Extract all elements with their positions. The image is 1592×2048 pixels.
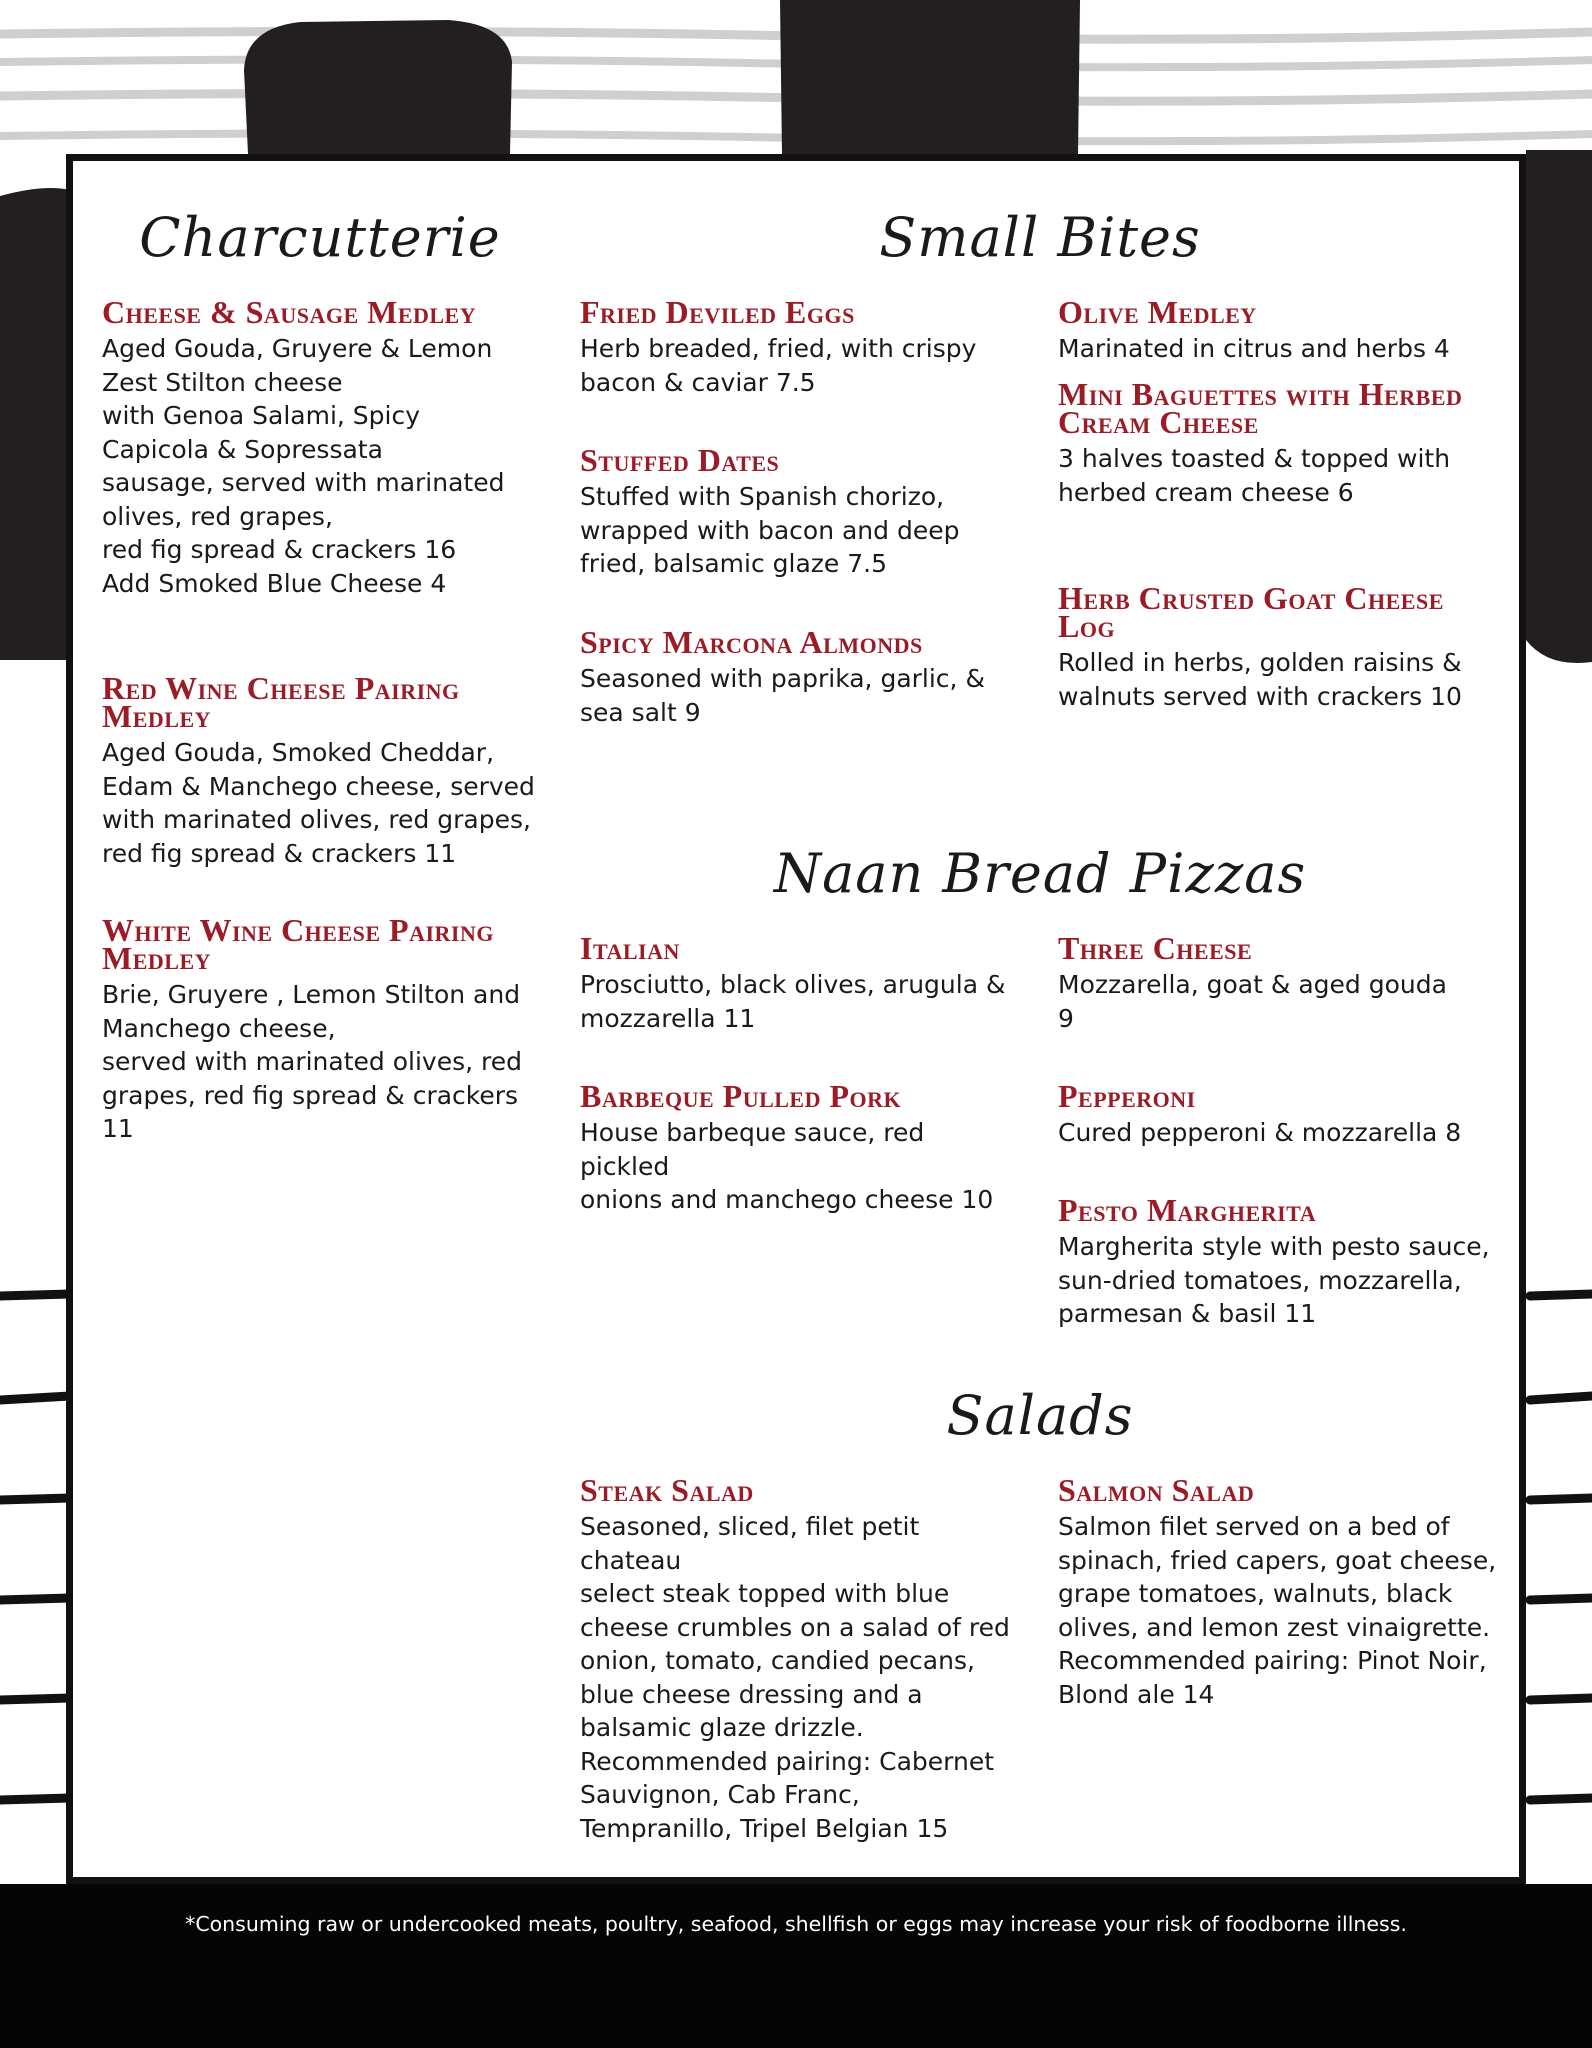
stripe — [0, 1698, 70, 1700]
item-description: Herb breaded, fried, with crispy bacon & caviar 7.5 — [580, 334, 977, 397]
menu-item — [580, 930, 1020, 1035]
bottle-silhouette — [780, 0, 1080, 154]
stripe — [1530, 1798, 1592, 1800]
stripe — [1530, 1396, 1592, 1400]
item-description: Brie, Gruyere , Lemon Stilton and Manchego cheese, served with marinated olives, red grapes, red fig spread & crackers 11 — [102, 980, 522, 1143]
item-name: Fried Deviled Eggs — [580, 294, 855, 330]
stripe — [0, 1798, 70, 1800]
item-description: Aged Gouda, Gruyere & Lemon Zest Stilton cheese with Genoa Salami, Spicy Capicola & Sopressata sausage, served with marinated olives, red grapes, red fig spread & crackers 16 Add Smoked Blue Cheese 4 — [102, 334, 505, 598]
menu-item — [580, 294, 1020, 399]
item-description: Cured pepperoni & mozzarella 8 — [1058, 1118, 1462, 1147]
section-title-naan-pizzas: Naan Bread Pizzas — [773, 842, 1307, 905]
foodborne-disclaimer: *Consuming raw or undercooked meats, poultry, seafood, shellfish or eggs may increase your risk of foodborne illness. — [185, 1912, 1407, 1936]
item-description: Rolled in herbs, golden raisins & walnuts served with crackers 10 — [1058, 648, 1462, 711]
menu-item — [1058, 930, 1498, 1035]
menu-item — [102, 670, 542, 870]
stripe — [0, 1396, 70, 1400]
item-name: Spicy Marcona Almonds — [580, 624, 923, 660]
stripe — [0, 1598, 70, 1600]
item-description: Stuffed with Spanish chorizo, wrapped with bacon and deep fried, balsamic glaze 7.5 — [580, 482, 960, 578]
menu-item — [1058, 1192, 1498, 1331]
item-name: Pesto Margherita — [1058, 1192, 1317, 1228]
menu-item — [580, 624, 1020, 729]
item-description: 3 halves toasted & topped with herbed cream cheese 6 — [1058, 444, 1451, 507]
item-name: Pepperoni — [1058, 1078, 1196, 1114]
menu-item — [1058, 376, 1498, 509]
menu-item — [580, 1472, 1020, 1845]
stripe — [1530, 1294, 1592, 1296]
item-name: Stuffed Dates — [580, 442, 780, 478]
menu-item — [1058, 294, 1498, 366]
stripe — [1530, 1498, 1592, 1500]
item-name: Steak Salad — [580, 1472, 754, 1508]
stripe — [1530, 1598, 1592, 1600]
item-name: Salmon Salad — [1058, 1472, 1255, 1508]
section-title-small-bites: Small Bites — [879, 206, 1201, 269]
item-description: Salmon filet served on a bed of spinach, fried capers, goat cheese, grape tomatoes, walnuts, black olives, and lemon zest vinaigrette. Recommended pairing: Pinot Noir, Blond ale 14 — [1058, 1512, 1497, 1709]
bottle-silhouette — [0, 188, 70, 660]
item-description: Aged Gouda, Smoked Cheddar, Edam & Manchego cheese, served with marinated olives, red grapes, red fig spread & crackers 11 — [102, 738, 535, 868]
stripe — [0, 1294, 70, 1296]
menu-item — [1058, 1078, 1498, 1150]
item-description: Seasoned with paprika, garlic, & sea salt 9 — [580, 664, 985, 727]
menu-item — [102, 294, 542, 600]
item-name: Three Cheese — [1058, 930, 1253, 966]
item-description: Seasoned, sliced, filet petit chateau select steak topped with blue cheese crumbles on a salad of red onion, tomato, candied pecans, blue cheese dressing and a balsamic glaze drizzle. Recommended pairing: Cabernet Sauvignon, Cab Franc, Tempranillo, Tripel Belgian 15 — [580, 1512, 1010, 1843]
item-name: Cheese & Sausage Medley — [102, 294, 477, 330]
menu-item — [102, 912, 542, 1146]
item-description: Marinated in citrus and herbs 4 — [1058, 334, 1450, 363]
item-name: Red Wine Cheese Pairing Medley — [102, 670, 460, 734]
item-name: Herb Crusted Goat Cheese Log — [1058, 580, 1444, 644]
footer-bar — [0, 1884, 1592, 2048]
item-description: Prosciutto, black olives, arugula & mozzarella 11 — [580, 970, 1006, 1033]
stripe — [1530, 1698, 1592, 1700]
item-name: Olive Medley — [1058, 294, 1257, 330]
item-name: Mini Baguettes with Herbed Cream Cheese — [1058, 376, 1463, 440]
section-title-charcutterie: Charcutterie — [139, 206, 501, 269]
bottle-silhouette — [244, 20, 512, 154]
menu-item — [1058, 580, 1498, 713]
bottle-silhouette — [1526, 150, 1592, 663]
item-name: White Wine Cheese Pairing Medley — [102, 912, 494, 976]
item-name: Italian — [580, 930, 680, 966]
stripe — [0, 1498, 70, 1500]
menu-item — [580, 442, 1020, 581]
section-title-salads: Salads — [946, 1384, 1134, 1447]
item-name: Barbeque Pulled Pork — [580, 1078, 902, 1114]
menu-item — [1058, 1472, 1498, 1711]
item-description: Margherita style with pesto sauce, sun-dried tomatoes, mozzarella, parmesan & basil 11 — [1058, 1232, 1490, 1328]
item-description: House barbeque sauce, red pickled onions and manchego cheese 10 — [580, 1118, 994, 1214]
menu-item — [580, 1078, 1020, 1217]
item-description: Mozzarella, goat & aged gouda 9 — [1058, 970, 1447, 1033]
